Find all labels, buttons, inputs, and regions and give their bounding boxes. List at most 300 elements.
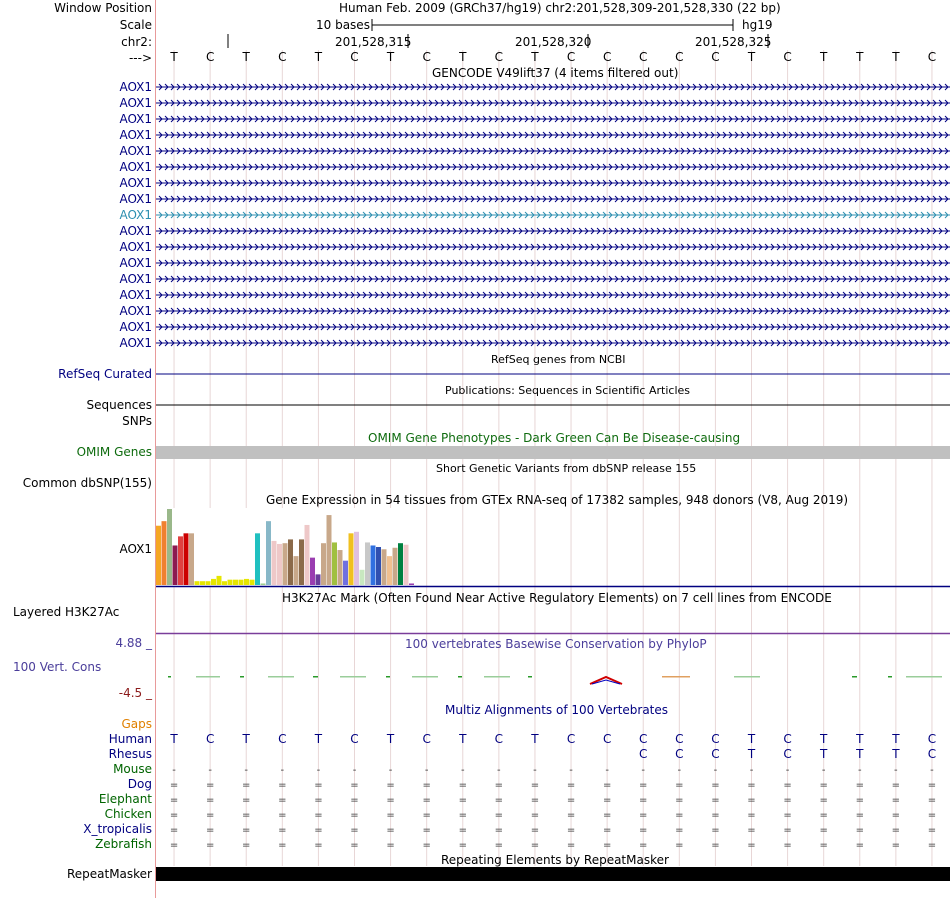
alignment-base: T xyxy=(892,747,900,761)
alignment-base: - xyxy=(388,765,393,776)
gencode-transcript-label[interactable]: AOX1 xyxy=(119,208,152,222)
ruler-position-1: 201,528,315 xyxy=(335,35,412,49)
gencode-transcript-label[interactable]: AOX1 xyxy=(119,176,152,190)
alignment-base: T xyxy=(856,747,864,761)
phylop-score-mark xyxy=(196,676,220,678)
species-label[interactable]: X_tropicalis xyxy=(83,822,152,836)
gtex-tissue-bar xyxy=(283,543,288,585)
phylop-score-mark xyxy=(662,676,690,678)
alignment-base: = xyxy=(819,780,828,791)
alignment-base: T xyxy=(820,747,828,761)
alignment-base: = xyxy=(639,810,648,821)
gtex-tissue-bar xyxy=(409,583,414,585)
repeatmasker-track-label[interactable]: RepeatMasker xyxy=(66,867,152,881)
alignment-base: = xyxy=(278,840,287,851)
alignment-base: = xyxy=(747,795,756,806)
alignment-base: C xyxy=(639,747,648,761)
phylop-score-mark xyxy=(386,676,390,678)
phylop-score-mark xyxy=(340,676,366,678)
alignment-base: = xyxy=(855,780,864,791)
alignment-base: = xyxy=(458,795,467,806)
alignment-base: = xyxy=(350,840,359,851)
alignment-base: = xyxy=(566,810,576,821)
gtex-tissue-bar xyxy=(239,580,244,585)
gtex-tissue-bar xyxy=(255,533,260,585)
alignment-base: = xyxy=(566,825,576,836)
phylop-score-mark xyxy=(528,676,532,678)
alignment-base: = xyxy=(494,840,504,851)
ruler-base: C xyxy=(494,50,504,64)
alignment-base: = xyxy=(205,840,215,851)
alignment-base: = xyxy=(747,840,756,851)
gencode-transcript-label[interactable]: AOX1 xyxy=(119,192,152,206)
alignment-base: = xyxy=(494,825,504,836)
gtex-tissue-bar xyxy=(233,580,238,585)
repeatmasker-track-title: Repeating Elements by RepeatMasker xyxy=(441,853,669,867)
db-label: hg19 xyxy=(742,18,773,32)
alignment-base: = xyxy=(422,795,431,806)
alignment-base: C xyxy=(494,732,504,746)
phylop-track-title: 100 vertebrates Basewise Conservation by PhyloP xyxy=(405,637,707,651)
alignment-base: C xyxy=(711,747,720,761)
phylop-track-label[interactable]: 100 Vert. Cons xyxy=(13,660,102,674)
alignment-base: = xyxy=(314,780,323,791)
alignment-base: = xyxy=(927,840,937,851)
alignment-base: - xyxy=(713,765,718,776)
alignment-base: C xyxy=(278,732,287,746)
alignment-base: = xyxy=(783,795,792,806)
ruler-base: T xyxy=(820,50,828,64)
gtex-tissue-bar xyxy=(365,542,370,585)
gtex-tissue-bar xyxy=(332,542,337,585)
alignment-base: = xyxy=(783,840,792,851)
alignment-base: = xyxy=(458,780,467,791)
species-label[interactable]: Dog xyxy=(127,777,152,791)
phylop-score-mark xyxy=(852,676,857,678)
alignment-base: = xyxy=(350,810,359,821)
alignment-base: = xyxy=(169,840,179,851)
gtex-tissue-bar xyxy=(178,536,183,585)
alignment-base: = xyxy=(711,825,720,836)
publications-track-title: Publications: Sequences in Scientific Articles xyxy=(445,384,690,397)
gencode-transcript-label[interactable]: AOX1 xyxy=(119,256,152,270)
multiz-track-title: Multiz Alignments of 100 Vertebrates xyxy=(445,703,669,717)
alignment-base: = xyxy=(566,780,576,791)
alignment-base: T xyxy=(820,732,828,746)
alignment-base: C xyxy=(350,732,359,746)
alignment-base: - xyxy=(352,765,357,776)
species-label[interactable]: Mouse xyxy=(113,762,152,776)
alignment-base: - xyxy=(569,765,573,776)
alignment-base: = xyxy=(169,810,179,821)
alignment-base: C xyxy=(602,732,612,746)
gtex-tissue-bar xyxy=(338,550,343,585)
alignment-base: = xyxy=(314,810,323,821)
alignment-base: T xyxy=(314,732,323,746)
alignment-base: = xyxy=(819,795,828,806)
gencode-transcript-label[interactable]: AOX1 xyxy=(119,128,152,142)
alignment-base: = xyxy=(747,810,756,821)
alignment-base: = xyxy=(747,780,756,791)
alignment-base: = xyxy=(530,840,540,851)
alignment-base: = xyxy=(242,780,251,791)
alignment-base: C xyxy=(711,732,720,746)
alignment-base: - xyxy=(497,765,501,776)
alignment-base: - xyxy=(641,765,646,776)
alignment-base: = xyxy=(278,780,287,791)
omim-track-label[interactable]: OMIM Genes xyxy=(76,445,152,459)
gtex-tissue-bar xyxy=(189,533,194,585)
gtex-tissue-bar xyxy=(321,543,326,585)
alignment-base: = xyxy=(205,780,215,791)
alignment-base: = xyxy=(169,795,179,806)
alignment-base: = xyxy=(639,840,648,851)
alignment-base: = xyxy=(711,810,720,821)
gtex-tissue-bar xyxy=(327,515,332,585)
alignment-base: = xyxy=(494,795,504,806)
alignment-base: = xyxy=(386,780,395,791)
alignment-base: = xyxy=(530,825,540,836)
omim-track-title: OMIM Gene Phenotypes - Dark Green Can Be Disease-causing xyxy=(368,431,741,445)
gencode-transcript-label[interactable]: AOX1 xyxy=(119,96,152,110)
alignment-base: = xyxy=(314,840,323,851)
gtex-tissue-bar xyxy=(349,533,354,585)
gaps-label: Gaps xyxy=(121,717,152,731)
omim-gene-bar xyxy=(156,446,950,459)
alignment-base: = xyxy=(819,825,828,836)
alignment-base: = xyxy=(530,780,540,791)
alignment-base: T xyxy=(170,732,178,746)
alignment-base: = xyxy=(350,780,359,791)
alignment-base: T xyxy=(459,732,467,746)
refseq-track-title: RefSeq genes from NCBI xyxy=(491,353,626,366)
strand-label: ---> xyxy=(128,51,152,65)
phylop-score-mark xyxy=(240,676,244,678)
alignment-base: = xyxy=(783,810,792,821)
alignment-base: = xyxy=(350,795,359,806)
phylop-max-label: 4.88 _ xyxy=(115,636,152,650)
ruler-base: C xyxy=(602,50,612,64)
alignment-base: = xyxy=(855,840,864,851)
alignment-base: = xyxy=(386,795,395,806)
alignment-base: = xyxy=(855,795,864,806)
gtex-tissue-bar xyxy=(162,521,167,585)
alignment-base: - xyxy=(533,765,537,776)
gtex-tissue-bar xyxy=(211,579,216,585)
gtex-tissue-bar xyxy=(398,543,403,585)
alignment-base: = xyxy=(205,795,215,806)
ruler-base: C xyxy=(927,50,937,64)
ruler-base: C xyxy=(639,50,648,64)
alignment-base: C xyxy=(639,732,648,746)
alignment-base: = xyxy=(819,840,828,851)
alignment-base: = xyxy=(386,840,395,851)
snps-track-label[interactable]: SNPs xyxy=(122,414,152,428)
species-label[interactable]: Chicken xyxy=(104,807,152,821)
gencode-transcript-label[interactable]: AOX1 xyxy=(119,304,152,318)
alignment-base: = xyxy=(602,840,612,851)
gencode-transcript-label[interactable]: AOX1 xyxy=(119,160,152,174)
alignment-base: = xyxy=(927,810,937,821)
ruler-position-3: 201,528,325 xyxy=(695,35,772,49)
alignment-base: = xyxy=(711,780,720,791)
gtex-tissue-bar xyxy=(156,526,161,585)
phylop-score-mark xyxy=(734,676,760,678)
alignment-base: = xyxy=(422,780,431,791)
alignment-base: = xyxy=(566,840,576,851)
species-label[interactable]: Rhesus xyxy=(108,747,152,761)
alignment-base: = xyxy=(422,810,431,821)
gtex-tissue-bar xyxy=(222,581,227,585)
assembly-position-text: Human Feb. 2009 (GRCh37/hg19) chr2:201,528,309-201,528,330 (22 bp) xyxy=(339,1,781,15)
alignment-base: = xyxy=(314,825,323,836)
alignment-base: - xyxy=(605,765,609,776)
alignment-base: = xyxy=(566,795,576,806)
alignment-base: = xyxy=(278,795,287,806)
alignment-base: = xyxy=(169,825,179,836)
alignment-base: = xyxy=(602,825,612,836)
gtex-tissue-bar xyxy=(206,581,211,585)
alignment-base: = xyxy=(891,780,901,791)
alignment-base: - xyxy=(894,765,898,776)
gtex-track-label[interactable]: AOX1 xyxy=(119,542,152,556)
gtex-tissue-bar xyxy=(250,580,255,585)
phylop-min-label: -4.5 _ xyxy=(118,686,152,700)
alignment-base: - xyxy=(172,765,176,776)
window-position-label: Window Position xyxy=(54,1,152,15)
alignment-base: = xyxy=(639,825,648,836)
gtex-tissue-bar xyxy=(228,580,233,585)
alignment-base: = xyxy=(783,780,792,791)
refseq-track-label[interactable]: RefSeq Curated xyxy=(58,367,152,381)
alignment-base: = xyxy=(530,810,540,821)
repeatmasker-bar xyxy=(156,867,950,881)
scale-bar-text: 10 bases xyxy=(316,18,370,32)
chrom-label: chr2: xyxy=(121,35,152,49)
gencode-transcript-label[interactable]: AOX1 xyxy=(119,336,152,350)
gencode-transcript-label[interactable]: AOX1 xyxy=(119,224,152,238)
alignment-base: = xyxy=(675,780,684,791)
ruler-base: T xyxy=(242,50,250,64)
alignment-base: = xyxy=(675,840,684,851)
gtex-track-title: Gene Expression in 54 tissues from GTEx RNA-seq of 17382 samples, 948 donors (V8, Aug 2019) xyxy=(266,493,849,507)
alignment-base: C xyxy=(566,732,576,746)
alignment-base: = xyxy=(927,825,937,836)
ruler-base: C xyxy=(566,50,576,64)
alignment-base: C xyxy=(675,732,684,746)
alignment-base: = xyxy=(278,810,287,821)
alignment-base: - xyxy=(677,765,682,776)
gtex-tissue-bar xyxy=(195,581,200,585)
ruler-base: C xyxy=(278,50,287,64)
species-label[interactable]: Elephant xyxy=(98,792,152,806)
alignment-base: = xyxy=(602,780,612,791)
ruler-base: T xyxy=(314,50,323,64)
gencode-transcript-label[interactable]: AOX1 xyxy=(119,272,152,286)
phylop-score-mark xyxy=(268,676,294,678)
alignment-base: = xyxy=(242,840,251,851)
gtex-tissue-bar xyxy=(305,525,310,585)
gtex-tissue-bar xyxy=(343,561,348,585)
alignment-base: = xyxy=(891,795,901,806)
gtex-tissue-bar xyxy=(272,541,277,585)
ruler-position-2: 201,528,320 xyxy=(515,35,592,49)
gencode-transcript-label[interactable]: AOX1 xyxy=(119,288,152,302)
ruler-base: C xyxy=(783,50,792,64)
gencode-transcript-label[interactable]: AOX1 xyxy=(119,320,152,334)
alignment-base: - xyxy=(749,765,754,776)
gencode-transcript-label[interactable]: AOX1 xyxy=(119,80,152,94)
sequences-track-label[interactable]: Sequences xyxy=(86,398,152,412)
alignment-base: = xyxy=(458,840,467,851)
alignment-base: - xyxy=(424,765,429,776)
alignment-base: = xyxy=(278,825,287,836)
phylop-score-mark xyxy=(906,676,942,678)
dbsnp-track-title: Short Genetic Variants from dbSNP release 155 xyxy=(436,462,697,475)
alignment-base: T xyxy=(856,732,864,746)
alignment-base: - xyxy=(244,765,249,776)
species-label[interactable]: Zebrafish xyxy=(95,837,152,851)
gtex-tissue-bar xyxy=(316,574,321,585)
alignment-base: C xyxy=(927,747,937,761)
gtex-tissue-bar xyxy=(387,556,392,585)
dbsnp-track-label[interactable]: Common dbSNP(155) xyxy=(22,476,152,490)
alignment-base: - xyxy=(785,765,790,776)
alignment-base: C xyxy=(927,732,937,746)
alignment-base: = xyxy=(711,840,720,851)
alignment-base: T xyxy=(747,732,756,746)
gtex-tissue-bar xyxy=(167,509,172,585)
alignment-base: T xyxy=(892,732,900,746)
alignment-base: = xyxy=(494,810,504,821)
ruler-base: C xyxy=(675,50,684,64)
alignment-base: = xyxy=(242,825,251,836)
gtex-tissue-bar xyxy=(299,539,304,585)
alignment-base: = xyxy=(891,825,901,836)
ruler-base: C xyxy=(350,50,359,64)
gtex-tissue-bar xyxy=(266,521,271,585)
alignment-base: T xyxy=(386,732,395,746)
phylop-score-mark xyxy=(888,676,892,678)
gtex-tissue-bar xyxy=(360,570,365,585)
alignment-base: = xyxy=(386,825,395,836)
alignment-base: = xyxy=(458,825,467,836)
alignment-base: C xyxy=(783,747,792,761)
alignment-base: - xyxy=(930,765,934,776)
phylop-score-mark xyxy=(313,676,318,678)
alignment-base: = xyxy=(855,825,864,836)
gencode-transcript-label[interactable]: AOX1 xyxy=(119,112,152,126)
alignment-base: = xyxy=(675,810,684,821)
gtex-tissue-bar xyxy=(376,547,381,585)
ruler-base: C xyxy=(422,50,431,64)
alignment-base: = xyxy=(314,795,323,806)
alignment-base: = xyxy=(350,825,359,836)
gtex-tissue-bar xyxy=(310,558,315,585)
alignment-base: = xyxy=(675,825,684,836)
alignment-base: = xyxy=(855,810,864,821)
gtex-tissue-bar xyxy=(294,556,299,585)
gtex-tissue-bar xyxy=(244,579,249,585)
gtex-tissue-bar xyxy=(354,532,359,585)
alignment-base: = xyxy=(386,810,395,821)
alignment-base: = xyxy=(494,780,504,791)
alignment-base: T xyxy=(747,747,756,761)
alignment-base: = xyxy=(783,825,792,836)
phylop-score-mark xyxy=(168,676,171,678)
gtex-tissue-bar xyxy=(277,544,282,585)
gencode-track-title: GENCODE V49lift37 (4 items filtered out) xyxy=(432,66,679,80)
ruler-base: C xyxy=(711,50,720,64)
ruler-base: T xyxy=(892,50,900,64)
alignment-base: - xyxy=(316,765,321,776)
gtex-tissue-bar xyxy=(288,539,293,585)
ruler-base: C xyxy=(205,50,215,64)
alignment-base: = xyxy=(169,780,179,791)
gencode-transcript-label[interactable]: AOX1 xyxy=(119,144,152,158)
alignment-base: = xyxy=(891,840,901,851)
alignment-base: T xyxy=(242,732,250,746)
alignment-base: = xyxy=(927,780,937,791)
alignment-base: = xyxy=(675,795,684,806)
alignment-base: = xyxy=(242,810,251,821)
alignment-base: = xyxy=(422,825,431,836)
ruler-base: T xyxy=(170,50,178,64)
alignment-base: = xyxy=(602,810,612,821)
phylop-score-mark xyxy=(458,676,462,678)
gtex-tissue-bar xyxy=(173,545,178,585)
gtex-tissue-bar xyxy=(184,533,189,585)
h3k27ac-track-title: H3K27Ac Mark (Often Found Near Active Regulatory Elements) on 7 cell lines from ENCODE xyxy=(282,591,832,605)
gtex-tissue-bar xyxy=(217,576,222,585)
alignment-base: C xyxy=(422,732,431,746)
phylop-score-mark xyxy=(412,676,438,678)
alignment-base: T xyxy=(531,732,539,746)
h3k27ac-track-label[interactable]: Layered H3K27Ac xyxy=(13,605,120,619)
alignment-base: - xyxy=(857,765,862,776)
ruler-base: T xyxy=(531,50,539,64)
ruler-base: T xyxy=(747,50,756,64)
alignment-base: C xyxy=(205,732,215,746)
alignment-base: = xyxy=(711,795,720,806)
gencode-transcript-label[interactable]: AOX1 xyxy=(119,240,152,254)
ruler-base: T xyxy=(856,50,864,64)
alignment-base: C xyxy=(783,732,792,746)
alignment-base: = xyxy=(927,795,937,806)
alignment-base: - xyxy=(280,765,285,776)
alignment-base: = xyxy=(530,795,540,806)
scale-label: Scale xyxy=(119,18,152,32)
gtex-tissue-bar xyxy=(393,548,398,585)
alignment-base: - xyxy=(208,765,212,776)
gtex-tissue-bar xyxy=(382,549,387,585)
gtex-tissue-bar xyxy=(261,583,266,585)
alignment-base: = xyxy=(747,825,756,836)
phylop-score-mark xyxy=(484,676,510,678)
gtex-tissue-bar xyxy=(404,545,409,585)
alignment-base: C xyxy=(675,747,684,761)
alignment-base: = xyxy=(205,825,215,836)
alignment-base: = xyxy=(639,795,648,806)
alignment-base: = xyxy=(602,795,612,806)
alignment-base: = xyxy=(458,810,467,821)
alignment-base: = xyxy=(819,810,828,821)
alignment-base: = xyxy=(205,810,215,821)
species-label[interactable]: Human xyxy=(108,732,152,746)
gtex-tissue-bar xyxy=(371,545,376,585)
alignment-base: = xyxy=(422,840,431,851)
alignment-base: = xyxy=(639,780,648,791)
